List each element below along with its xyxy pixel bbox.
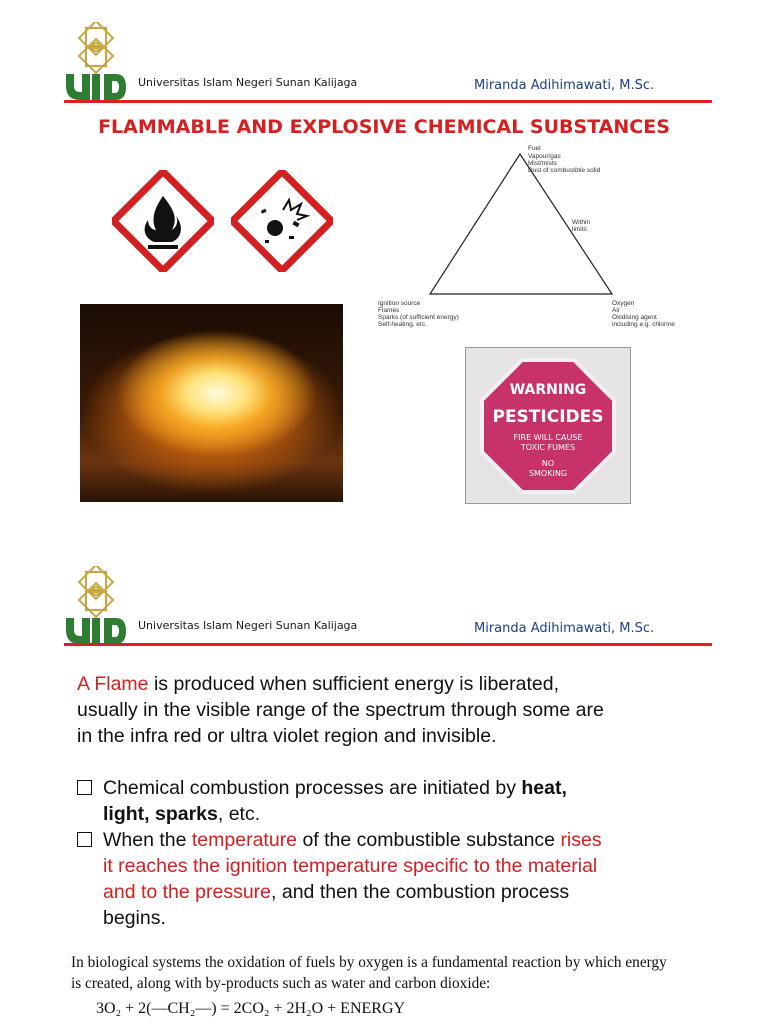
bio-line: In biological systems the oxidation of fuels by oxygen is a fundamental reaction by which energy [71, 954, 667, 971]
combustion-equation: 3O₂ + 2(—CH₂—) = 2CO₂ + 2H₂O + ENERGY [96, 1000, 406, 1017]
bullet-text: of the combustible substance [297, 829, 561, 851]
sign-warning-text: WARNING [509, 382, 587, 398]
author-name: Miranda Adihimawati, M.Sc. [474, 78, 655, 93]
bullet-line: it reaches the ignition temperature specific to the material [103, 855, 598, 877]
triangle-right-line: Oxidising agent [612, 314, 657, 321]
explosion-photo [80, 304, 343, 502]
bullet-red-text: rises [560, 829, 602, 851]
triangle-top-line: Vapour/gas [528, 153, 561, 160]
flame-term: A Flame [77, 673, 149, 695]
header-divider [64, 643, 712, 646]
triangle-right-line: including e.g. chlorine [612, 321, 675, 328]
bullet-ignition-temperature [77, 827, 677, 931]
sign-smoking-text: SMOKING [528, 469, 568, 478]
paragraph-line [77, 671, 697, 697]
bullet-text: , etc. [217, 803, 261, 825]
paragraph-line: usually in the visible range of the spectrum through some are [77, 699, 604, 721]
bullet-bold-text: heat, [521, 777, 567, 799]
triangle-left-title: Ignition source [378, 300, 421, 307]
sign-no-text: NO [541, 459, 555, 468]
slide-title: FLAMMABLE AND EXPLOSIVE CHEMICAL SUBSTANCES [98, 116, 670, 138]
flame-definition-paragraph [77, 671, 697, 749]
triangle-left-line: Self-heating, etc. [378, 321, 427, 328]
bullet-red-text: temperature [191, 829, 298, 851]
bullet-text: When the [103, 829, 192, 851]
stop-sign-icon [478, 356, 618, 496]
bullet-line [103, 827, 677, 853]
paragraph-text: is produced when sufficient energy is liberated, [148, 673, 559, 695]
triangle-side-title: Within [572, 219, 591, 226]
bullet-line [103, 775, 677, 801]
triangle-top-line: Dust of combustible solid [528, 167, 601, 174]
sign-pesticides-text: PESTICIDES [492, 407, 604, 427]
triangle-side-line: limits [572, 226, 587, 233]
bullet-text: , and then the combustion process [271, 881, 570, 903]
university-logo-icon [64, 22, 128, 102]
university-name: Universitas Islam Negeri Sunan Kalijaga [138, 619, 358, 632]
bullet-line [103, 879, 677, 905]
header-divider [64, 100, 712, 103]
university-logo-icon [64, 566, 128, 646]
pesticides-sign-photo [465, 347, 631, 504]
bullet-bold-text: light, sparks [103, 803, 218, 825]
author-name: Miranda Adihimawati, M.Sc. [474, 621, 655, 636]
triangle-right-title: Oxygen [612, 300, 635, 307]
triangle-top-title: Fuel [528, 145, 541, 152]
fire-triangle-diagram [372, 142, 692, 342]
triangle-left-line: Flames [378, 307, 400, 314]
bio-line: is created, along with by-products such as water and carbon dioxide: [71, 975, 491, 992]
flammable-hazard-icon [112, 170, 214, 272]
biological-oxidation-text [71, 952, 731, 994]
triangle-right-line: Air [612, 307, 620, 314]
triangle-left-line: Sparks (of sufficient energy) [378, 314, 459, 321]
sign-fire-text: FIRE WILL CAUSE [513, 433, 583, 442]
checkbox-bullet-icon [77, 780, 92, 795]
bullet-line [103, 801, 677, 827]
triangle-top-line: Mist/mists [528, 160, 557, 167]
university-name: Universitas Islam Negeri Sunan Kalijaga [138, 76, 358, 89]
bullet-line: begins. [103, 907, 166, 929]
bullet-red-text: and to the pressure [103, 881, 272, 903]
sign-toxic-text: TOXIC FUMES [520, 443, 576, 452]
explosive-hazard-icon [231, 170, 333, 272]
bullet-combustion-initiation [77, 775, 677, 827]
bullet-text: Chemical combustion processes are initiated by [103, 777, 522, 799]
paragraph-line: in the infra red or ultra violet region and invisible. [77, 725, 497, 747]
checkbox-bullet-icon [77, 832, 92, 847]
